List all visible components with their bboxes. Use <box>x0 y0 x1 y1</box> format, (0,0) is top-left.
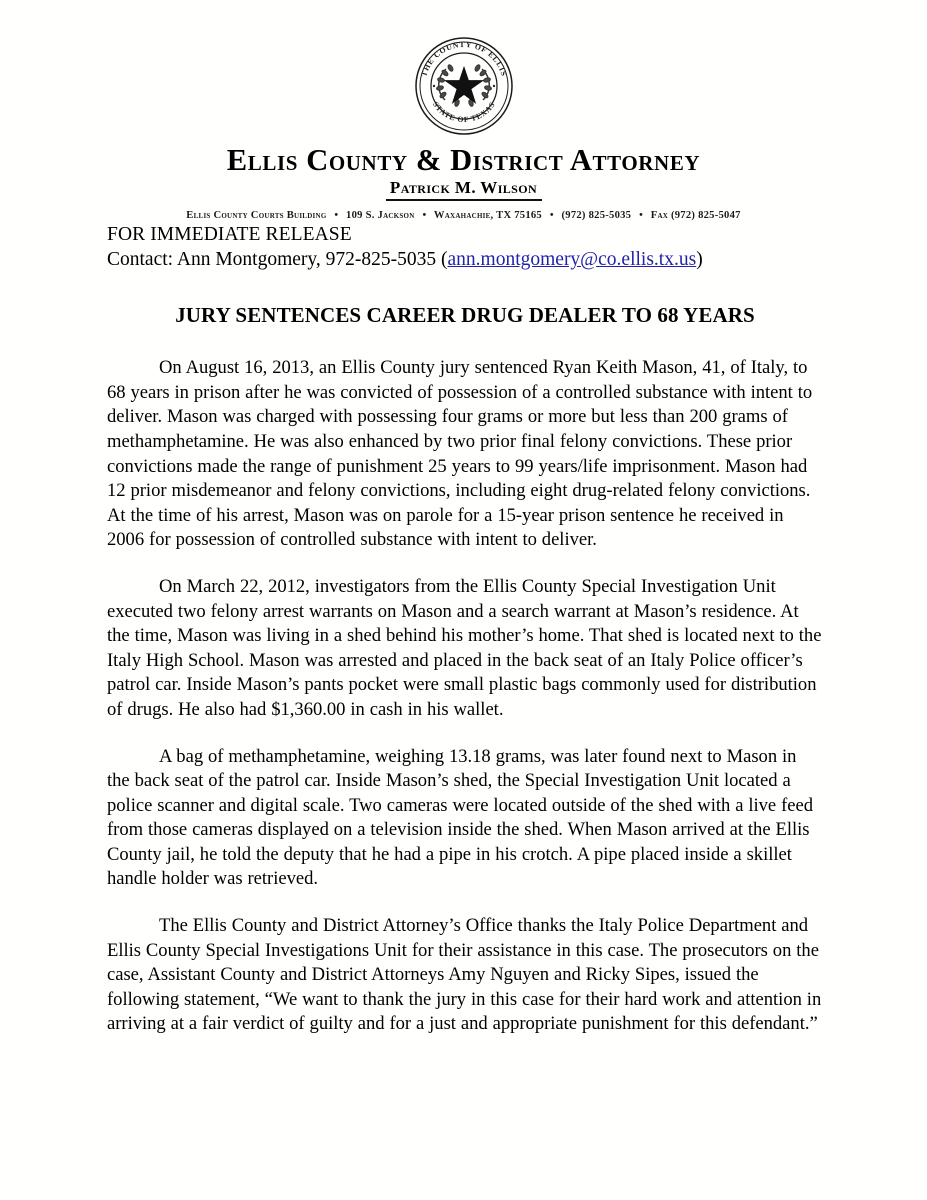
address-building: Ellis County Courts Building <box>186 209 327 221</box>
paragraph-1: On August 16, 2013, an Ellis County jury sentenced Ryan Keith Mason, 41, of Italy, to 68 years in prison after he was convicted of possession of a controlled substance with intent to deliver. Mason was charged with possessing four grams or more but less than 200 grams of methamphetamine. He was also enhanced by two prior final felony convictions. These prior convictions made the range of punishment 25 years to 99 years/life imprisonment. Mason had 12 prior misdemeanor and felony convictions, including eight drug-related felony convictions. At the time of his arrest, Mason was on parole for a 15-year prison sentence he received in 2006 for possession of controlled substance with intent to deliver. <box>107 357 813 551</box>
address-city-state-zip: Waxahachie, TX 75165 <box>433 209 542 221</box>
svg-text:THE COUNTY OF ELLIS: THE COUNTY OF ELLIS <box>418 39 509 78</box>
address-line <box>0 210 927 221</box>
address-separator-4: • <box>639 209 643 221</box>
letterhead <box>0 0 927 221</box>
address-street: 109 S. Jackson <box>346 209 415 221</box>
contact-email-link[interactable]: ann.montgomery@co.ellis.tx.us <box>447 249 697 270</box>
page-title: JURY SENTENCES CAREER DRUG DEALER TO 68 YEARS <box>175 303 755 327</box>
contact-prefix: Contact: Ann Montgomery, 972-825-5035 ( <box>107 249 448 270</box>
paragraph-3: A bag of methamphetamine, weighing 13.18 grams, was later found next to Mason in the back seat of the patrol car. Inside Mason’s shed, the Special Investigation Unit located a police scanner and digital scale. Two cameras were located outside of the shed with a live feed from those cameras displayed on a television inside the shed. When Mason arrived at the Ellis County jail, he told the deputy that he had a pipe in his crotch. A pipe placed inside a skillet handle holder was retrieved. <box>107 745 813 890</box>
address-phone: (972) 825-5035 <box>561 209 632 221</box>
paragraph-4: The Ellis County and District Attorney’s Office thanks the Italy Police Department and Ellis County Special Investigations Unit for their assistance in this case. The prosecutors on the case, Assistant County and District Attorneys Amy Nguyen and Ricky Sipes, issued the following statement, “We want to thank the jury in this case for their hard work and attention in arriving at a fair verdict of guilty and for a just and appropriate punishment for this defendant.” <box>107 915 822 1035</box>
ellis-county-seal-icon <box>414 36 514 136</box>
address-separator-2: • <box>422 209 427 221</box>
svg-text:STATE OF TEXAS: STATE OF TEXAS <box>430 99 497 125</box>
organization-name: Ellis County & District Attorney <box>226 143 701 177</box>
address-separator-3: • <box>549 209 554 221</box>
paragraph-2: On March 22, 2012, investigators from the Ellis County Special Investigation Unit executed two felony arrest warrants on Mason and a search warrant at Mason’s residence. At the time, Mason was living in a shed behind his mother’s home. That shed is located next to the Italy High School. Mason was arrested and placed in the back seat of an Italy Police officer’s patrol car. Inside Mason’s pants pocket were small plastic bags commonly used for distribution of drugs. He also had $1,360.00 in cash in his wallet. <box>107 575 822 720</box>
contact-suffix: ) <box>696 249 703 270</box>
address-separator-1: • <box>334 209 339 221</box>
address-fax: Fax (972) 825-5047 <box>650 209 741 221</box>
document-body <box>107 222 823 1056</box>
county-seal-container <box>0 34 927 138</box>
officer-name: Patrick M. Wilson <box>389 178 538 198</box>
release-label: FOR IMMEDIATE RELEASE <box>107 224 352 245</box>
letterhead-rule-container <box>0 199 927 201</box>
letterhead-rule <box>386 199 542 201</box>
contact-line <box>107 247 823 272</box>
